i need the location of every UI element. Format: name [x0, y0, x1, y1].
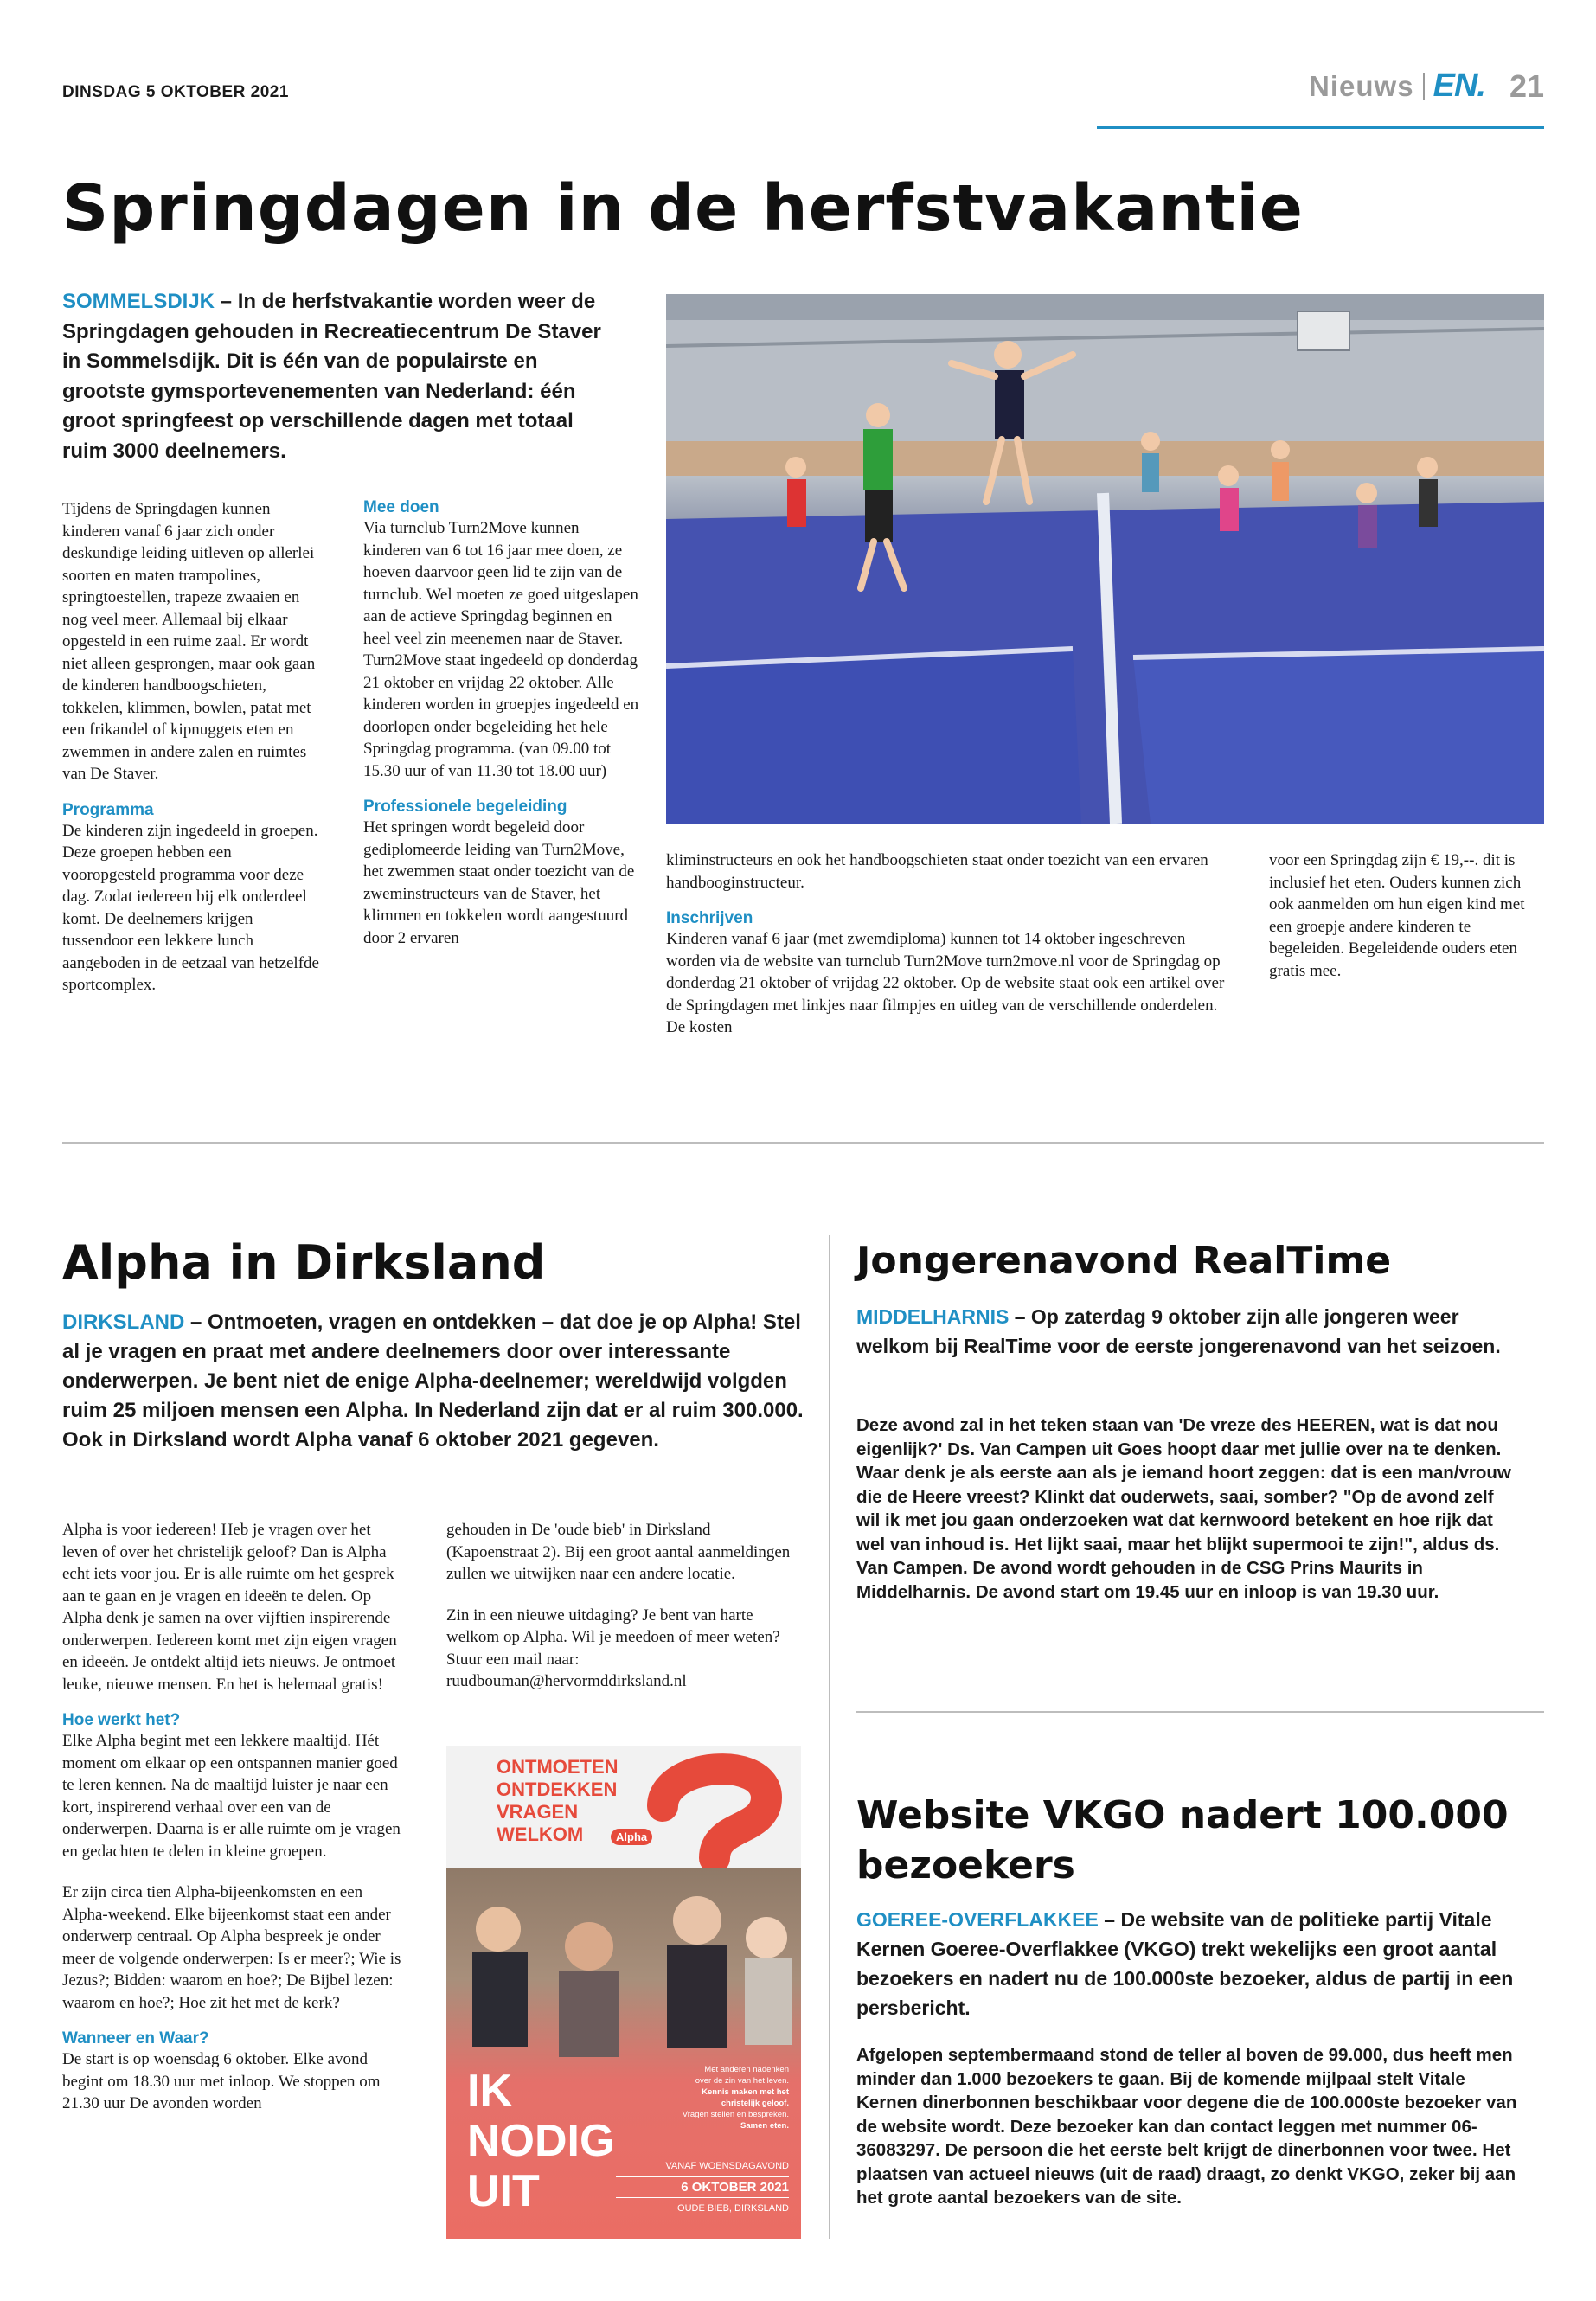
- alpha-brand-badge: Alpha: [611, 1829, 652, 1845]
- poster-location: OUDE BIEB, DIRKSLAND: [677, 2203, 789, 2214]
- paragraph: gehouden in De 'oude bieb' in Dirksland (Kapoenstraat 2). Bij een groot aantal aanmeldingen zullen we uitwijken naar een andere locatie.: [446, 1521, 791, 1583]
- poster-date-block: [616, 2161, 789, 2214]
- article-lead-alpha: [62, 1308, 806, 1455]
- paragraph: Kinderen vanaf 6 jaar (met zwemdiploma) kunnen tot 14 oktober ingeschreven worden via de website van turnclub Turn2Move turn2move.nl voor de Springdag op donderdag 21 oktober of vrijdag 22 oktober. Op de website staat ook een artikel over de Springdagen met linkjes naar filmpjes en uitleg van de verschillende onderdelen. De kosten: [666, 930, 1225, 1036]
- alpha-poster: [446, 1746, 801, 2239]
- poster-words: [497, 1756, 619, 1846]
- dateline-place: SOMMELSDIJK: [62, 290, 215, 313]
- poster-tagline-line: christelijk geloof.: [721, 2099, 789, 2108]
- page-number: 21: [1509, 67, 1544, 104]
- masthead-rule: [1097, 126, 1544, 129]
- article-title-realtime: Jongerenavond RealTime: [856, 1239, 1392, 1283]
- springdagen-photo: [666, 294, 1544, 824]
- poster-tagline-line: over de zin van het leven.: [695, 2076, 789, 2086]
- subheading-inschrijven: Inschrijven: [666, 909, 753, 927]
- poster-tagline-line: Vragen stellen en bespreken.: [682, 2110, 789, 2119]
- poster-word: WELKOM: [497, 1823, 584, 1845]
- paragraph: Alpha is voor iedereen! Heb je vragen over het leven of over het christelijk geloof? Dan is Alpha echt iets voor jou. Er is alle ruimte om het gesprek aan te gaan en je vragen en ideeën te delen. Op Alpha denk je samen na over vijftien inspirerende onderwerpen. Iedereen komt met zijn eigen vragen en ideeën. Je ontdekt altijd iets nieuws. Je ontmoet leuke, nieuwe mensen. En het is helemaal gratis!: [62, 1521, 397, 1694]
- subheading-begeleiding: Professionele begeleiding: [363, 798, 567, 816]
- article-lead-springdagen: [62, 287, 616, 466]
- article-column-1: [62, 498, 326, 997]
- poster-big-word: IK: [467, 2066, 512, 2116]
- paragraph: Tijdens de Springdagen kunnen kinderen vanaf 6 jaar zich onder deskundige leiding uitleven op allerlei soorten en maten trampolines, springtoestellen, trapeze zwaaien en nog veel meer. Allemaal bij elkaar opgesteld in een ruime zaal. Er wordt niet alleen gesprongen, maar ook gaan de kinderen handboogschieten, tokkelen, klimmen, bowlen, patat met een frikandel of kipnuggets eten en zwemmen in andere zalen en ruimtes van De Staver.: [62, 500, 316, 783]
- lead-text: – De website van de politieke partij Vitale Kernen Goeree-Overflakkee (VKGO) trekt wekelijks een groot aantal bezoekers en nadert nu de 100.000ste bezoeker, aldus de partij in een persbericht.: [856, 1908, 1514, 2019]
- masthead: [1309, 67, 1544, 105]
- section-divider: [856, 1711, 1544, 1713]
- poster-tagline-line: Samen eten.: [740, 2121, 789, 2131]
- section-label: Nieuws: [1309, 69, 1414, 102]
- poster-from: VANAF WOENSDAGAVOND: [665, 2161, 789, 2171]
- column-divider: [829, 1235, 830, 2239]
- article-column-3: [666, 849, 1233, 1039]
- paragraph: Er zijn circa tien Alpha-bijeenkomsten en een Alpha-weekend. Elke bijeenkomst staat een ander onderwerp centraal. Op Alpha bespreek je onder meer de volgende onderwerpen: Is er meer?; Wie is Jezus?; Bidden: waarom en hoe?; De Bijbel lezen: waarom en hoe?; Hoe zit het met de kerk?: [62, 1883, 401, 2012]
- subheading-meedoen: Mee doen: [363, 498, 439, 516]
- poster-big-word: UIT: [467, 2166, 540, 2216]
- poster-tagline: [638, 2064, 789, 2131]
- issue-date: DINSDAG 5 OKTOBER 2021: [62, 83, 289, 101]
- paragraph: kliminstructeurs en ook het handboogschieten staat onder toezicht van een ervaren handbooginstructeur.: [666, 851, 1208, 892]
- poster-tagline-line: Met anderen nadenken: [704, 2065, 789, 2074]
- poster-word: VRAGEN: [497, 1801, 579, 1823]
- poster-word: ONTDEKKEN: [497, 1779, 618, 1800]
- paragraph: Het springen wordt begeleid door gediplomeerde leiding van Turn2Move, het zwemmen staat onder toezicht van de zweminstructeurs van de Staver, het klimmen en tokkelen wordt aangestuurd door 2 ervaren: [363, 818, 635, 947]
- dateline-place: DIRKSLAND: [62, 1311, 185, 1334]
- article-column-4: [1269, 849, 1546, 982]
- lead-text: – Op zaterdag 9 oktober zijn alle jongeren weer welkom bij RealTime voor de eerste jongerenavond van het seizoen.: [856, 1305, 1501, 1357]
- poster-word: ONTMOETEN: [497, 1756, 619, 1778]
- paragraph: De kinderen zijn ingedeeld in groepen. Deze groepen hebben een vooropgesteld programma voor deze dag. Zodat iedereen bij elk onderdeel komt. De deelnemers krijgen tussendoor een lekkere lunch aangeboden in de eetzaal van hetzelfde sportcomplex.: [62, 821, 319, 994]
- dateline-place: GOEREE-OVERFLAKKEE: [856, 1908, 1099, 1931]
- newspaper-logo: EN.: [1433, 67, 1485, 104]
- paragraph: Elke Alpha begint met een lekkere maaltijd. Hét moment om elkaar op een ontspannen manier goed te leren kennen. Na de maaltijd luister je naar een kort, inspirerend verhaal over een van de onderwerpen. Daarna is er alle ruimte om je vragen en gedachten te delen in kleine groepen.: [62, 1732, 401, 1861]
- article-title-vkgo: Website VKGO nadert 100.000 bezoekers: [856, 1793, 1509, 1888]
- poster-headline: [467, 2066, 614, 2216]
- poster-date: 6 OKTOBER 2021: [616, 2176, 789, 2198]
- article-body-vkgo: Afgelopen septembermaand stond de teller al boven de 99.000, dus heeft men minder dan 1.000 bezoekers te gaan. Bij de komende mijlpaal stelt Vitale Kernen dinerbonnen beschikbaar voor degene die de 100.000ste bezoeker van de website wordt. Deze bezoeker kan dan contact leggen met nummer 06-36083297. De persoon die het eerste belt krijgt de dinerbonnen voor twee. Het plaatsen van actueel nieuws (uit de raad) draagt, zo denkt VKGO, zeker bij aan het grote aantal bezoekers van de site.: [856, 2045, 1517, 2208]
- paragraph: Zin in een nieuwe uitdaging? Je bent van harte welkom op Alpha. Wil je meedoen of meer weten? Stuur een mail naar: ruudbouman@hervormddirksland.nl: [446, 1606, 780, 1690]
- dateline-place: MIDDELHARNIS: [856, 1305, 1010, 1328]
- alpha-question-mark-icon: [645, 1746, 784, 1875]
- article-column-2: [446, 1519, 805, 1693]
- masthead-divider: [1423, 73, 1425, 100]
- subheading-hoe: Hoe werkt het?: [62, 1711, 181, 1729]
- paragraph: Via turnclub Turn2Move kunnen kinderen van 6 tot 16 jaar mee doen, ze hoeven daarvoor geen lid te zijn van de turnclub. Wel moeten ze goed uitgeslapen aan de actieve Springdag beginnen en heel veel zin meenemen naar de Staver. Turn2Move staat ingedeeld op donderdag 21 oktober en vrijdag 22 oktober. Alle kinderen worden in groepjes ingedeeld en doorlopen onder begeleiding het hele Springdag programma. (van 09.00 tot 15.30 uur of van 11.30 tot 18.00 uur): [363, 519, 639, 780]
- poster-tagline-line: Kennis maken met het: [702, 2087, 789, 2097]
- gym-scene-illustration: [666, 294, 1544, 824]
- lead-text: – Ontmoeten, vragen en ontdekken – dat doe je op Alpha! Stel al je vragen en praat met andere deelnemers door over interessante onderwerpen. Je bent niet de enige Alpha-deelnemer; wereldwijd volgden ruim 25 miljoen mensen een Alpha. In Nederland zijn dat er al ruim 300.000. Ook in Dirksland wordt Alpha vanaf 6 oktober 2021 gegeven.: [62, 1311, 804, 1452]
- article-column-1: [62, 1519, 408, 2115]
- article-column-2: [363, 498, 640, 949]
- article-title-alpha: Alpha in Dirksland: [62, 1235, 546, 1290]
- section-divider: [62, 1142, 1544, 1144]
- paragraph: De start is op woensdag 6 oktober. Elke avond begint om 18.30 uur met inloop. We stoppen om 21.30 uur De avonden worden: [62, 2050, 381, 2112]
- article-body-realtime: Deze avond zal in het teken staan van 'De vreze des HEEREN, wat is dat nou eigenlijk?' Ds. Van Campen uit Goes hoopt daar met jullie over na te denken. Waar denk je als eerste aan als je iemand hoort zeggen: dat is een man/vrouw die de Heere vreest? Klinkt dat ouderwets, saai, somber? "Op de avond zelf wil ik met jou gaan onderzoeken wat dat kernwoord betekent en hoe rijk dat wel van inhoud is. Het lijkt saai, maar het blijkt supermooi te zijn!", aldus ds. Van Campen. De avond wordt gehouden in de CSG Prins Maurits in Middelharnis. De avond start om 19.45 uur en inloop is van 19.30 uur.: [856, 1415, 1511, 1602]
- lead-text: – In de herfstvakantie worden weer de Springdagen gehouden in Recreatiecentrum De Staver in Sommelsdijk. Dit is één van de populairste en grootste gymsportevenementen van Nederland: één groot springfeest op verschillende dagen met totaal ruim 3000 deelnemers.: [62, 290, 601, 463]
- subheading-wanneer: Wanneer en Waar?: [62, 2029, 209, 2048]
- subheading-programma: Programma: [62, 800, 154, 819]
- paragraph: voor een Springdag zijn € 19,--. dit is inclusief het eten. Ouders kunnen zich ook aanmelden om hun eigen kind met een groepje andere kinderen te begeleiden. Begeleidende ouders eten gratis mee.: [1269, 851, 1525, 980]
- article-lead-realtime: [856, 1302, 1514, 1361]
- poster-big-word: NODIG: [467, 2116, 615, 2166]
- article-title-springdagen: Springdagen in de herfstvakantie: [62, 171, 1304, 246]
- article-lead-vkgo: [856, 1905, 1514, 2022]
